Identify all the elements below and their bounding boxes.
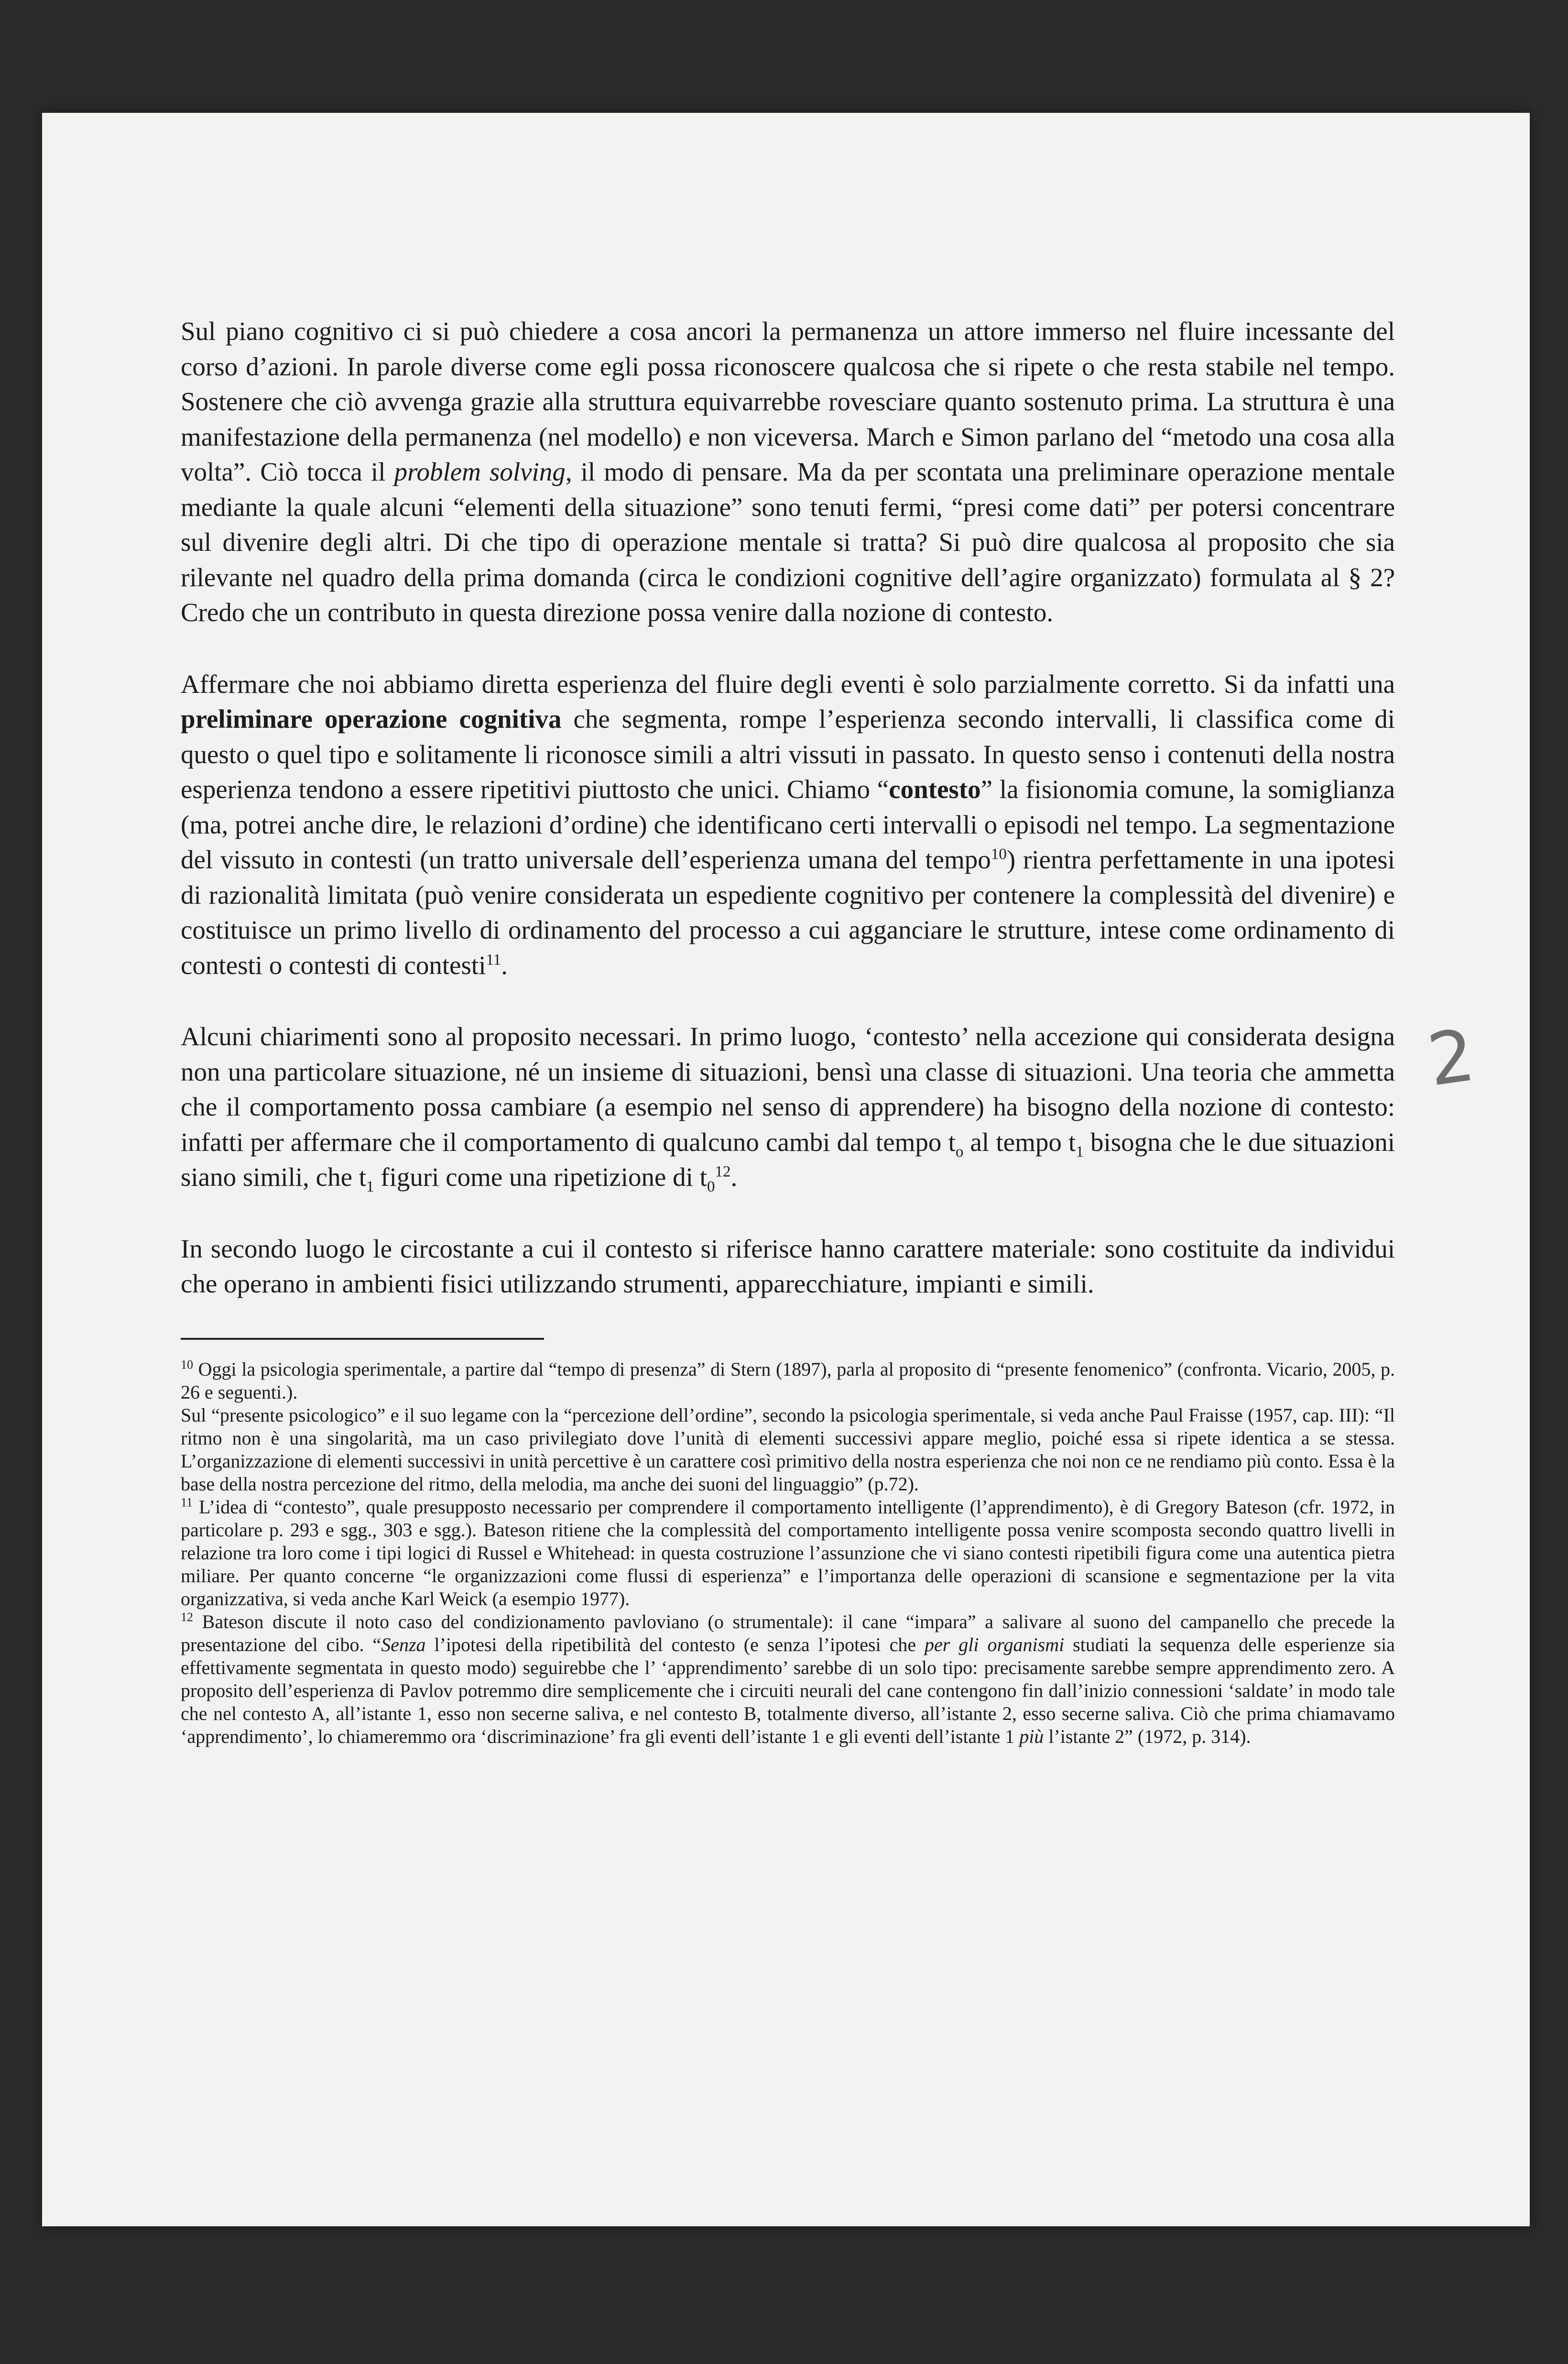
paragraph-2: Affermare che noi abbiamo diretta esperienza del fluire degli eventi è solo parzialmente corretto. Si da infatti una preliminare operazione cognitiva che segmenta, rompe l’esperienza secondo intervalli, li classifica come di questo o quel tipo e solitamente li riconosce simili a altri vissuti in passato. In questo senso i contenuti della nostra esperienza tendono a essere ripetitivi piuttosto che unici. Chiamo “contesto” la fisionomia comune, la somiglianza (ma, potrei anche dire, le relazioni d’ordine) che identificano certi intervalli o episodi nel tempo. La segmentazione del vissuto in contesti (un tratto universale dell’esperienza umana del tempo$^{10}$) rientra perfettamente in una ipotesi di razionalità limitata (può venire considerata un espediente cognitivo per contenere la complessità del divenire) e costituisce un primo livello di ordinamento del processo a cui agganciare le strutture, intese come ordinamento di contesti o contesti di contesti$^{11}$. <box>181 669 1395 980</box>
footnote-divider <box>181 1338 544 1340</box>
paper-sheet <box>42 113 1530 2226</box>
paragraph-3: Alcuni chiarimenti sono al proposito necessari. In primo luogo, ‘contesto’ nella accezione qui considerata designa non una particolare situazione, né un insieme di situazioni, bensì una classe di situazioni. Una teoria che ammetta che il comportamento possa cambiare (a esempio nel senso di apprendere) ha bisogno della nozione di contesto: infatti per affermare che il comportamento di qualcuno cambi dal tempo $t_o$ al tempo $t_1$ bisogna che le due situazioni siano simili, che $t_1$ figuri come una ripetizione di $t_0^{12}$. <box>181 1022 1395 1195</box>
main-text <box>181 314 1395 1748</box>
paragraph-1: Sul piano cognitivo ci si può chiedere a cosa ancori la permanenza un attore immerso nel fluire incessante del corso d’azioni. In parole diverse come egli possa riconoscere qualcosa che si ripete o che resta stabile nel tempo. Sostenere che ciò avvenga grazie alla struttura equivarrebbe rovesciare quanto sostenuto prima. La struttura è una manifestazione della permanenza (nel modello) e non viceversa. March e Simon parlano del “metodo una cosa alla volta”. Ciò tocca il problem solving, il modo di pensare. Ma da per scontata una preliminare operazione mentale mediante la quale alcuni “elementi della situazione” sono tenuti fermi, “presi come dati” per potersi concentrare sul divenire degli altri. Di che tipo di operazione mentale si tratta? Si può dire qualcosa al proposito che sia rilevante nel quadro della prima domanda (circa le condizioni cognitive dell’agire organizzato) formulata al § 2? Credo che un contributo in questa direzione possa venire dalla nozione di contesto. <box>181 317 1395 627</box>
italic-term: problem solving <box>394 457 566 486</box>
footnote-ref[interactable]: 10 <box>991 845 1007 863</box>
footnote-ref[interactable]: 12 <box>715 1163 731 1181</box>
footnote-ref[interactable]: 11 <box>486 951 501 969</box>
bold-term: preliminare operazione cognitiva <box>181 704 562 733</box>
handwritten-margin-mark: 2 <box>1423 1014 1480 1103</box>
footnote-10: $^{10}$ Oggi la psicologia sperimentale, a partire dal “tempo di presenza” di Stern (1897), parla al proposito di “presente fenomenico” (confronta. Vicario, 2005, p. 26 e seguenti.). <box>181 1357 1395 1403</box>
bold-term: contesto <box>889 775 981 804</box>
footnote-12: $^{12}$ Bateson discute il noto caso del condizionamento pavloviano (o strumentale): il cane “impara” a salivare al suono del campanello che precede la presentazione del cibo. “Senza l’ipotesi della ripetibilità del contesto (e senza l’ipotesi che per gli organismi studiati la sequenza delle esperienze sia effettivamente segmentata in questo modo) seguirebbe che l’ ‘apprendimento’ sarebbe di un solo tipo: precisamente sarebbe sempre apprendimento zero. A proposito dell’esperienza di Pavlov potremmo dire semplicemente che i circuiti neurali del cane contengono fin dall’inizio connessioni ‘saldate’ in modo tale che nel contesto A, all’istante 1, esso non secerne saliva, e nel contesto B, totalmente diverso, all’istante 2, esso secerne saliva. Ciò che prima chiamavamo ‘apprendimento’, lo chiameremmo ora ‘discriminazione’ fra gli eventi dell’istante 1 e gli eventi dell’istante 1 più l’istante 2” (1972, p. 314). <box>181 1610 1395 1747</box>
footnote-11: $^{11}$ L’idea di “contesto”, quale presupposto necessario per comprendere il comportamento intelligente (l’apprendimento), è di Gregory Bateson (cfr. 1972, in particolare p. 293 e sgg., 303 e sgg.). Bateson ritiene che la complessità del comportamento intelligente possa venire scomposta secondo quattro livelli in relazione tra loro come i tipi logici di Russel e Whitehead: in questa costruzione l’assunzione che vi siano contesti ripetibili figura come una autentica pietra miliare. Per quanto concerne “le organizzazioni come flussi di esperienza” e l’importanza delle operazioni di scansione e segmentazione per la vita organizzativa, si veda anche Karl Weick (a esempio 1977). <box>181 1495 1395 1609</box>
footnote-10-continued: Sul “presente psicologico” e il suo legame con la “percezione dell’ordine”, secondo la psicologia sperimentale, si veda anche Paul Fraisse (1957, cap. III): “Il ritmo non è una singolarità, ma un caso privilegiato dove l’unità di elementi successivi appare meglio, poiché essa si ripete identica a se stessa. L’organizzazione di elementi successivi in unità percettive è un carattere così primitivo della nostra esperienza che noi non ce ne rendiamo più conto. Essa è la base della nostra percezione del ritmo, della melodia, ma anche dei suoni del linguaggio” (p.72). <box>181 1404 1395 1495</box>
paragraph-4: In secondo luogo le circostante a cui il contesto si riferisce hanno carattere materiale: sono costituite da individui che operano in ambienti fisici utilizzando strumenti, apparecchiature, impianti e simili. <box>181 1234 1395 1298</box>
